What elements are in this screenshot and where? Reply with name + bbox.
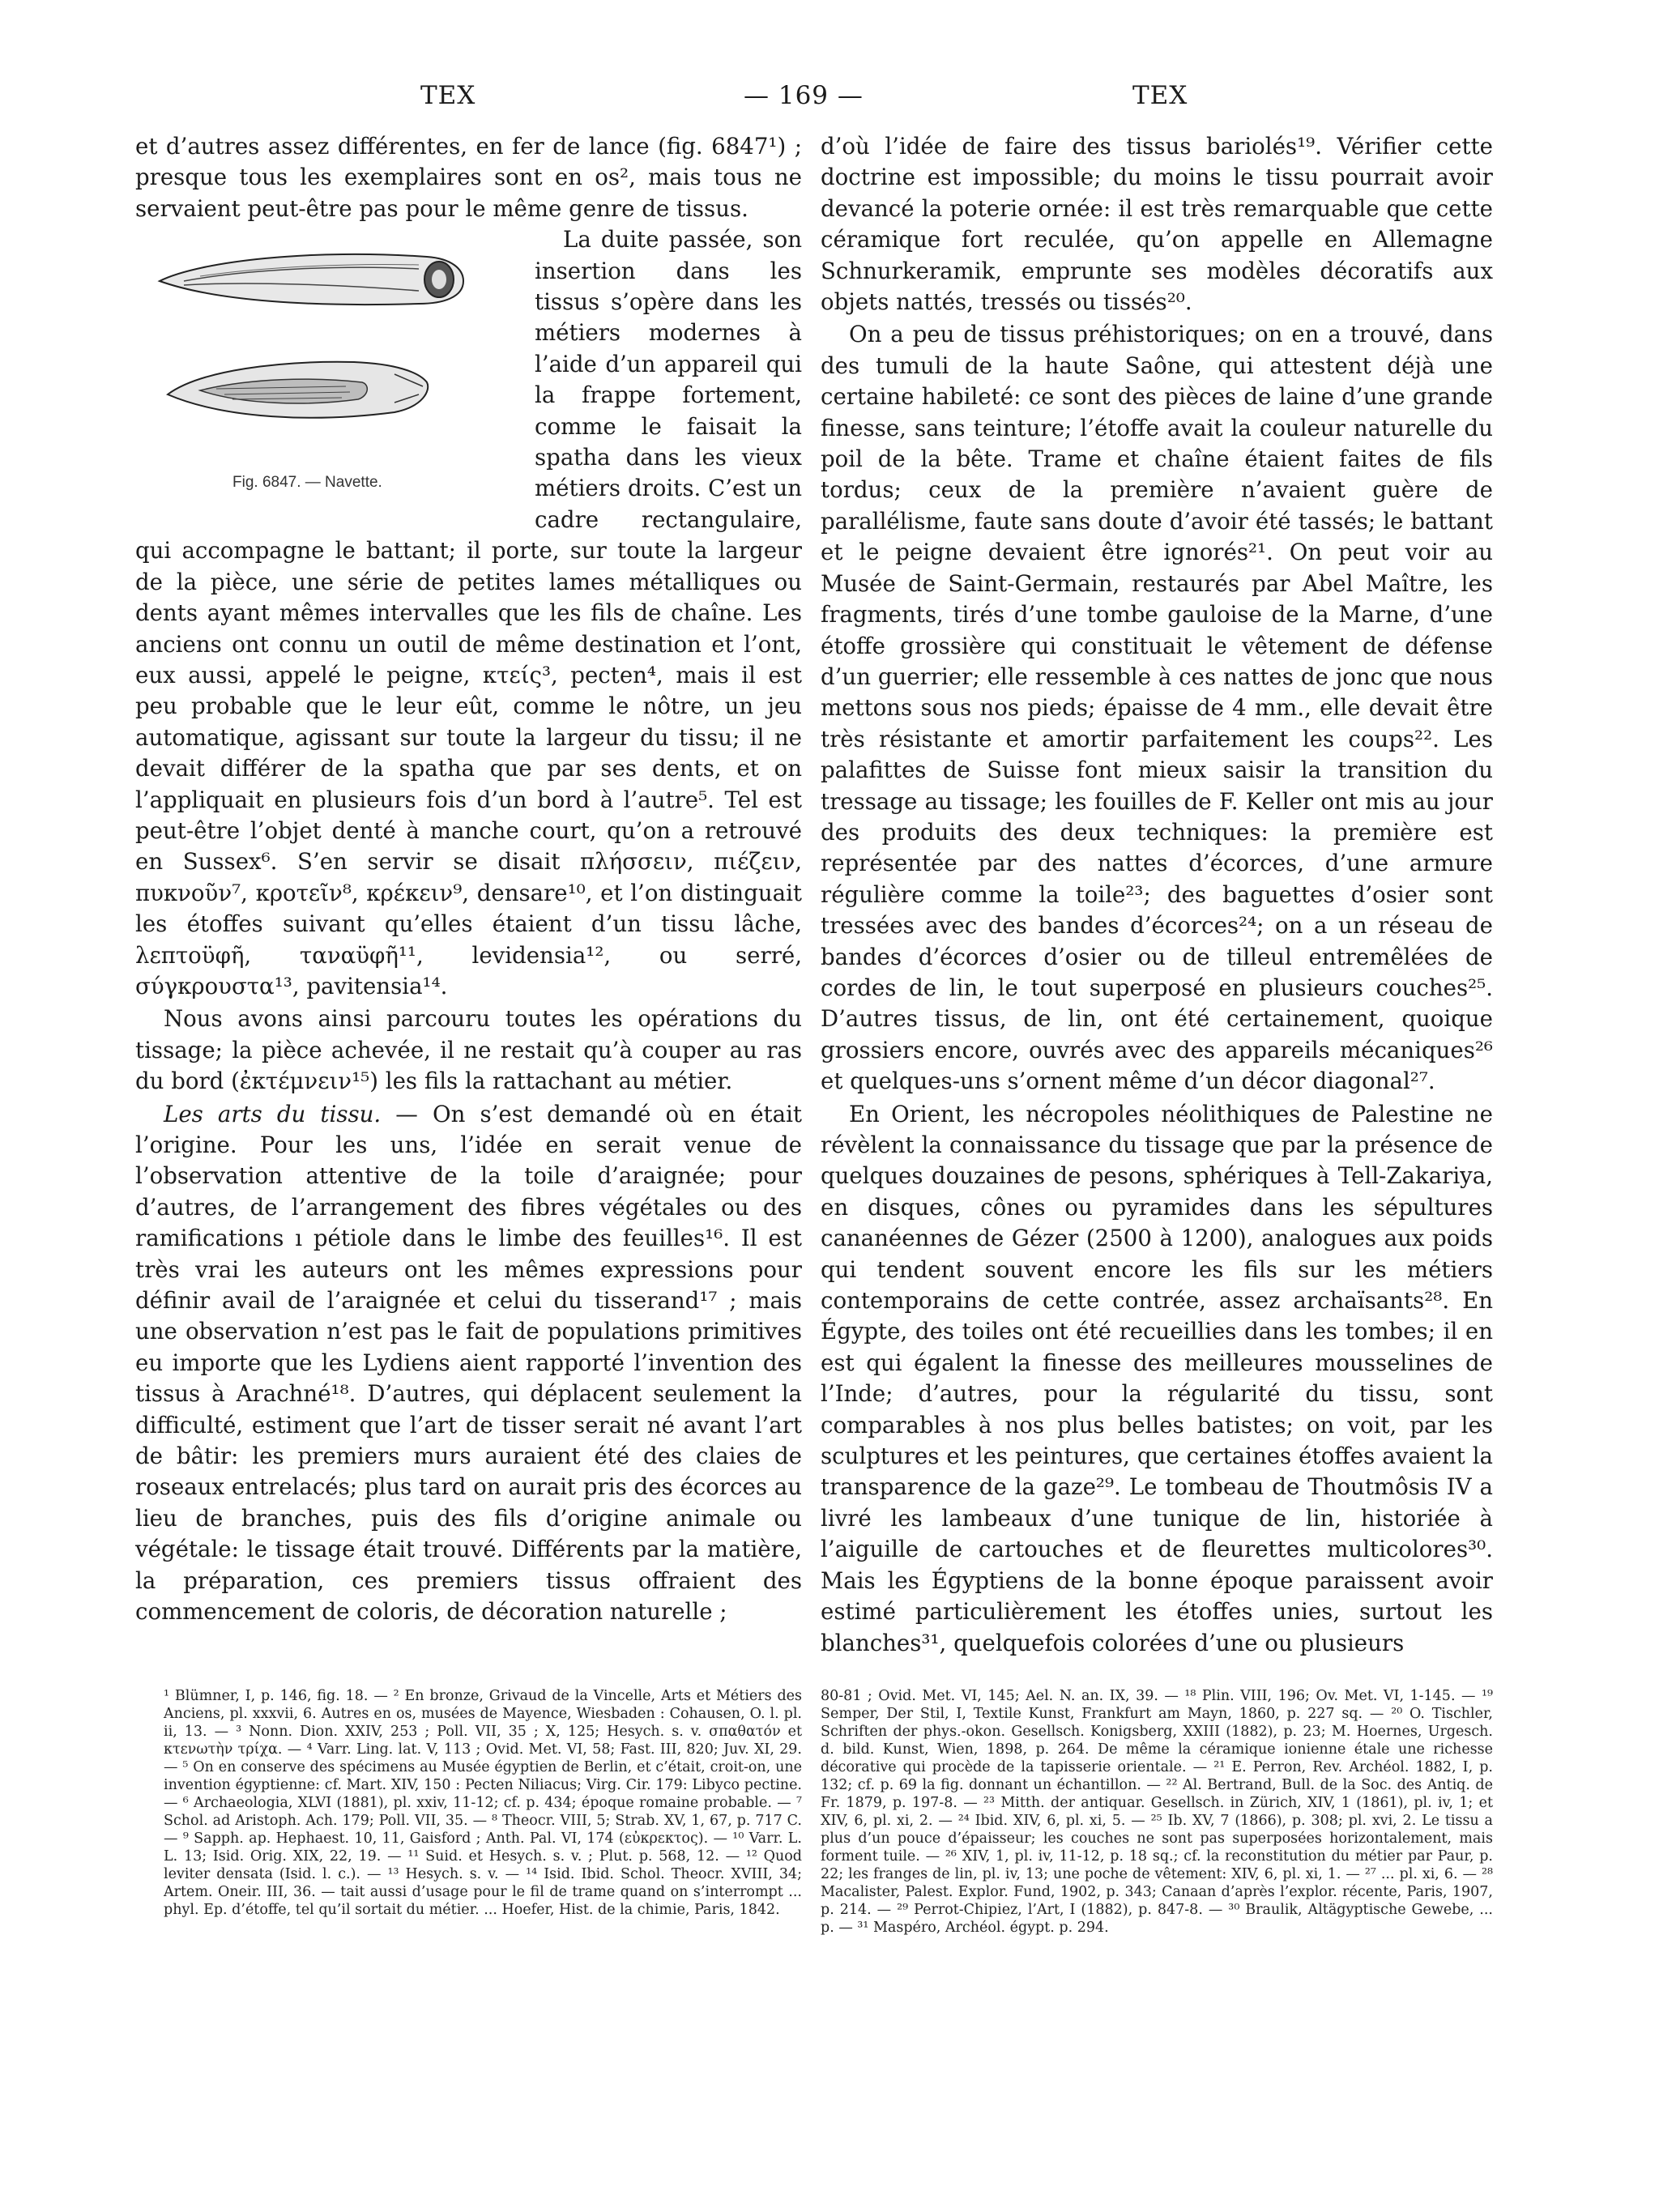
right-paragraph-1: d’où l’idée de faire des tissus bariolés¹⁹. Vérifier cette doctrine est impossible; du moins le tissu pourrait avoir devancé la poterie ornée: il est très remarquable que cette céramique fort reculée, qu’on appelle en Allemagne Schnurkeramik, emprunte ses modèles décoratifs aux objets nattés, tressés ou tissés²⁰. [821,133,1493,316]
section-title-arts-du-tissu: Les arts du tissu. [164,1100,382,1127]
footnotes-left: ¹ Blümner, I, p. 146, fig. 18. — ² En bronze, Grivaud de la Vincelle, Arts et Métiers des Anciens, pl. xxxvii, 6. Autres en os, musées de Mayence, Wiesbaden : Cohausen, O. l. pl. ii, 13. — ³ Nonn. Dion. XXIV, 253 ; Poll. VII, 35 ; X, 125; Hesych. s. v. σπαθατόν et κτενωτὴν τρίχα. — ⁴ Varr. Ling. lat. V, 113 ; Ovid. Met. VI, 58; Fast. III, 820; Juv. XI, 29. — ⁵ On en conserve des spécimens au Musée égyptien de Berlin, et c’était, croit-on, une invention égyptienne: cf. Mart. XIV, 150 : Pecten Niliacus; Virg. Cir. 179: Libyco pectine. — ⁶ Archaeologia, XLVI (1881), pl. xxiv, 11-12; cf. p. 434; époque romaine probable. — ⁷ Schol. ad Aristoph. Ach. 179; Poll. VII, 35. — ⁸ Theocr. VIII, 5; Strab. XV, 1, 67, p. 717 C. — ⁹ Sapph. ap. Hephaest. 10, 11, Gaisford ; Anth. Pal. VI, 174 (εὐκρεκτος). — ¹⁰ Varr. L. L. 13; Isid. Orig. XIX, 22, 19. — ¹¹ Suid. et Hesych. s. v. ; Plut. p. 568, 12. — ¹² Quod leviter densata (Isid. l. c.). — ¹³ Hesych. s. v. — ¹⁴ Isid. Ibid. Schol. Theocr. XVIII, 34; Artem. Oneir. III, 36. — tait aussi d’usage pour le fil de trame quand on s’interrompt ... phyl. Ep. d’étoffe, tel qu’il sortait du métier. ... Hoefer, Hist. de la chimie, Paris, 1842. [164,1688,802,1918]
figure-6847 [135,224,520,516]
right-paragraph-3: En Orient, les nécropoles néolithiques de Palestine ne révèlent la connaissance du tissage que par la présence de quelques douzaines de pesons, sphériques à Tell-Zakariya, en disques, cônes ou pyramides dans les sépultures cananéennes de Gézer (2500 à 1200), analogues aux poids qui tendent souvent encore les fils sur les métiers contemporains de cette contrée, assez archaïsants²⁸. En Égypte, des toiles ont été recueillies dans les tombes; il en est qui égalent la finesse des meilleures mousselines de l’Inde; d’autres, pour la régularité du tissu, sont comparables à nos plus belles batistes; on voit, par les sculptures et les peintures, que certaines étoffes avaient la transparence de la gaze²⁹. Le tombeau de Thoutmôsis IV a livré les lambeaux d’une tunique de lin, historiée à l’aiguille de cartouches et de fleurettes multicolores³⁰. Mais les Égyptiens de la bonne époque paraissent avoir estimé particulièrement les étoffes unies, surtout les blanches³¹, quelquefois colorées d’une ou plusieurs [821,1100,1493,1656]
page-number: — 169 — [744,81,864,110]
shuttle-illustration [151,224,500,451]
left-paragraph-2: La duite passée, son insertion dans les tissus s’opère dans les métiers modernes à l’aide d’un appareil qui la frappe fortement, comme le faisait la spatha dans les vieux métiers droits. C’est un cadre rectangulaire, qui accompagne le battant; il porte, sur toute la largeur de la pièce, une série de petites lames métalliques ou dents ayant mêmes intervalles que les fils de chaîne. Les anciens ont connu un outil de même destination et l’ont, eux aussi, appelé le peigne, κτείς³, pecten⁴, mais il est peu probable que le leur eût, comme le nôtre, un jeu automatique, agissant sur toute la largeur du tissu; il ne devait différer de la spatha que par ses dents, et on l’appliquait en plusieurs fois d’un bord à l’autre⁵. Tel est peut-être l’objet denté à manche court, qu’on a retrouvé en Sussex⁶. S’en servir se disait πλήσσειν, πιέζειν, πυκνοῦν⁷, κροτεῖν⁸, κρέκειν⁹, densare¹⁰, et l’on distinguait les étoffes suivant qu’elles étaient d’un tissu lâche, λεπτοϋφῆ, ταναϋφῆ¹¹, levidensia¹², ou serré, σύγκρουστα¹³, pavitensia¹⁴. [135,226,802,999]
left-paragraph-4 [135,1099,802,1628]
footnotes-right: 80-81 ; Ovid. Met. VI, 145; Ael. N. an. IX, 39. — ¹⁸ Plin. VIII, 196; Ov. Met. VI, 1-145. — ¹⁹ Semper, Der Stil, I, Textile Kunst, Frankfurt am Mayn, 1860, p. 227 sq. — ²⁰ O. Tischler, Schriften der phys.-okon. Gesellsch. Konigsberg, XXIII (1882), p. 23; M. Hoernes, Urgesch. d. bild. Kunst, Wien, 1898, p. 264. De même la céramique ionienne étale une richesse décorative qui procède de la tapisserie orientale. — ²¹ E. Perron, Rev. Archéol. 1882, I, p. 132; cf. p. 69 la fig. donnant un échantillon. — ²² Al. Bertrand, Bull. de la Soc. des Antiq. de Fr. 1879, p. 197-8. — ²³ Mitth. der antiquar. Gesellsch. in Zürich, XIV, 1 (1861), pl. iv, 1; et XIV, 6, pl. xi, 2. — ²⁴ Ibid. XIV, 6, pl. xi, 5. — ²⁵ Ib. XV, 7 (1866), p. 308; pl. xvi, 2. Le tissu a plus d’un pouce d’épaisseur; les couches ne sont pas superposées horizontalement, mais forment tuile. — ²⁶ XIV, 1, pl. iv, 11-12, p. 18 sq.; cf. la reconstitution du métier par Paur, p. 22; les franges de lin, pl. iv, 13; une poche de vêtement: XIV, 6, pl. xi, 1. — ²⁷ ... pl. xi, 6. — ²⁸ Macalister, Palest. Explor. Fund, 1902, p. 343; Canaan d’après l’explor. récente, Paris, 1907, p. 214. — ²⁹ Perrot-Chipiez, l’Art, I (1882), p. 847-8. — ³⁰ Braulik, Altägyptische Gewebe, ... p. — ³¹ Maspéro, Archéol. égypt. p. 294. [821,1688,1493,1936]
figure-caption: Fig. 6847. — Navette. [232,474,382,492]
left-paragraph-3: Nous avons ainsi parcouru toutes les opérations du tissage; la pièce achevée, il ne restait qu’à couper au ras du bord (ἐκτέμνειν¹⁵) les fils la rattachant au métier. [135,1005,802,1095]
running-header-right: TEX [1132,81,1188,110]
right-column [821,131,1493,1659]
left-paragraph-4-text: — On s’est demandé où en était l’origine. Pour les uns, l’idée en serait venue de l’observation attentive de la toile d’araignée; pour d’autres, de l’arrangement des fibres végétales ou des ramifications ı pétiole dans le limbe des feuilles¹⁶. Il est très vrai les auteurs ont les mêmes expressions pour définir avail de l’araignée et celui du tisserand¹⁷ ; mais une observation n’est pas le fait de populations primitives eu importe que les Lydiens aient rapporté l’invention des tissus à Arachné¹⁸. D’autres, qui déplacent seulement la difficulté, estiment que l’art de tisser serait né avant l’art de bâtir: les premiers murs auraient été des claies de roseaux entrelacés; plus tard on aurait pris des écorces au lieu de branches, puis des fils d’origine animale ou végétale: le tissage était trouvé. Différents par la matière, la préparation, ces premiers tissus offraient des commencement de coloris, de décoration naturelle ; [135,1100,802,1626]
right-paragraph-2: On a peu de tissus préhistoriques; on en a trouvé, dans des tumuli de la haute Saône, qui attestent déjà une certaine habileté: ce sont des pièces de laine d’une grande finesse, sans teinture; l’étoffe avait la couleur naturelle du poil de la bête. Trame et chaîne étaient faites de fils tordus; ceux de la première n’avaient guère de parallélisme, faute sans doute d’avoir été tassés; le battant et le peigne devaient être ignorés²¹. On peut voir au Musée de Saint-Germain, restaurés par Abel Maître, les fragments, tirés d’une tombe gauloise de la Marne, d’une étoffe grossière qui constituait le vêtement de défense d’un guerrier; elle ressemble à ces nattes de jonc que nous mettons sous nos pieds; épaisse de 4 mm., elle devait être très résistante et amortir parfaitement les coups²². Les palafittes de Suisse font mieux saisir la transition du tressage au tissage; les fouilles de F. Keller ont mis au jour des produits des deux techniques: la première est représentée par des nattes d’écorces, d’une armure régulière comme la toile²³; des baguettes d’osier sont tressées avec des bandes d’écorces²⁴; on a un réseau de bandes d’écorces d’osier ou de tilleul entremêlées de cordes de lin, le tout superposé en plusieurs couches²⁵. D’autres tissus, de lin, ont été certainement, quoique grossiers encore, ouvrés avec des appareils mécaniques²⁶ et quelques-uns s’ornent même d’un décor diagonal²⁷. [821,321,1493,1095]
left-paragraph-1: et d’autres assez différentes, en fer de lance (fig. 6847¹) ; presque tous les exemplaires sont en os², mais tous ne servaient peut-être pas pour le même genre de tissus. [135,133,802,222]
left-column [135,131,802,1628]
running-header-left: TEX [420,81,476,110]
